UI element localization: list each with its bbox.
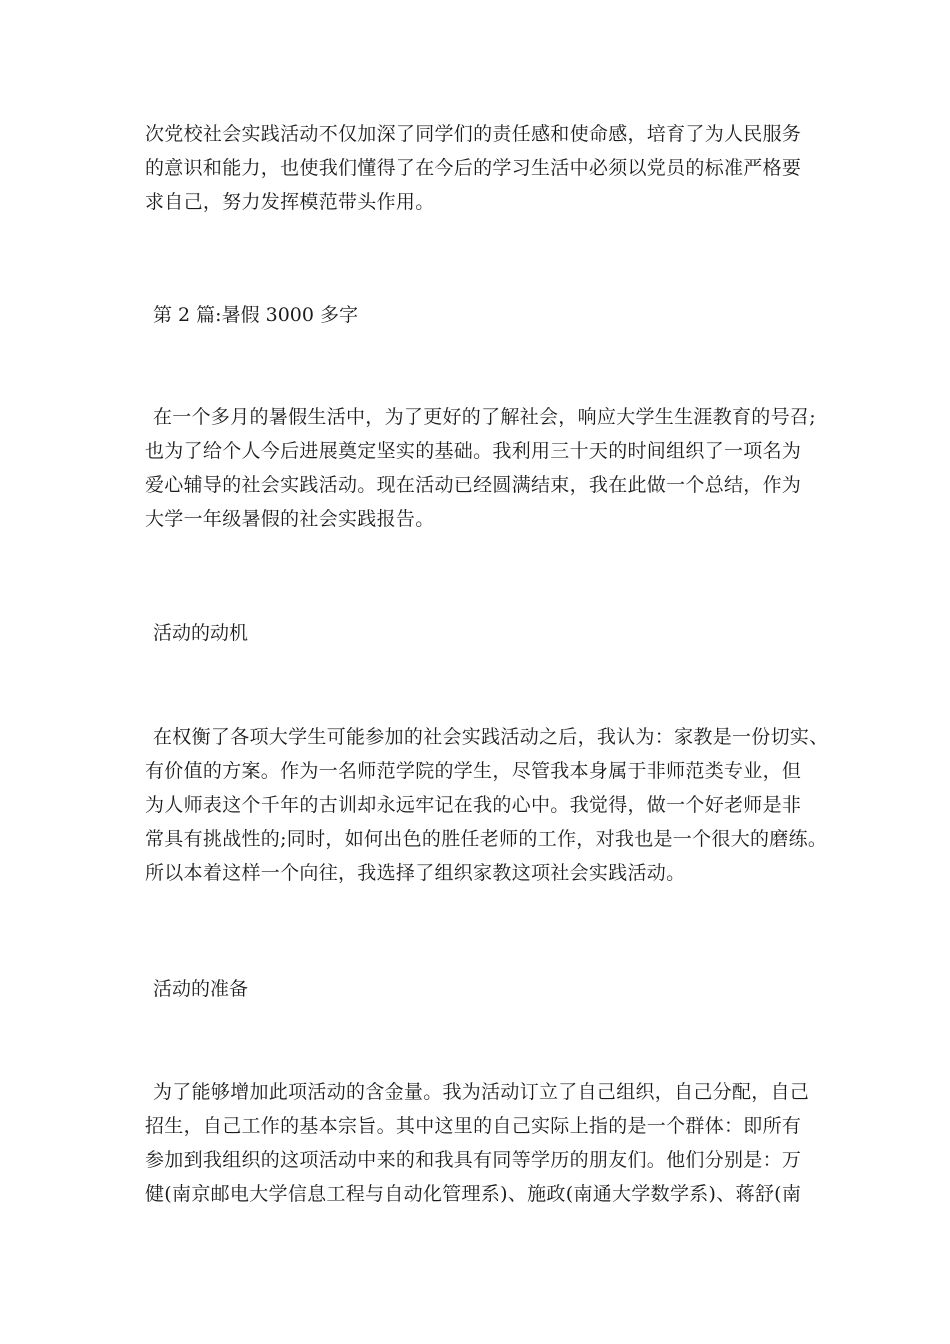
intro-line-1: 次党校社会实践活动不仅加深了同学们的责任感和使命感，培育了为人民服务 <box>145 123 802 145</box>
intro-line-3: 求自己，努力发挥模范带头作用。 <box>145 191 435 213</box>
heading-prep: 活动的准备 <box>153 978 249 1000</box>
paragraph-1 <box>145 400 825 536</box>
section-title: 第 2 篇:暑假 3000 多字 <box>153 304 359 326</box>
paragraph-3-line-2: 招生，自己工作的基本宗旨。其中这里的自己实际上指的是一个群体：即所有 <box>145 1115 802 1137</box>
paragraph-2 <box>145 720 829 890</box>
paragraph-1-line-4: 大学一年级暑假的社会实践报告。 <box>145 508 435 530</box>
paragraph-2-line-4: 常具有挑战性的;同时，如何出色的胜任老师的工作，对我也是一个很大的磨练。 <box>145 828 828 850</box>
intro-paragraph <box>145 117 825 219</box>
paragraph-3-line-4: 健(南京邮电大学信息工程与自动化管理系)、施政(南通大学数学系)、蒋舒(南 <box>145 1183 802 1205</box>
paragraph-2-line-3: 为人师表这个千年的古训却永远牢记在我的心中。我觉得，做一个好老师是非 <box>145 794 802 816</box>
paragraph-2-line-1: 在权衡了各项大学生可能参加的社会实践活动之后，我认为：家教是一份切实、 <box>153 726 829 748</box>
paragraph-1-line-1: 在一个多月的暑假生活中，为了更好的了解社会，响应大学生生涯教育的号召; <box>153 406 816 428</box>
paragraph-1-line-2: 也为了给个人今后进展奠定坚实的基础。我利用三十天的时间组织了一项名为 <box>145 440 802 462</box>
paragraph-3-line-1: 为了能够增加此项活动的含金量。我为活动订立了自己组织，自己分配，自己 <box>153 1081 810 1103</box>
intro-line-2: 的意识和能力，也使我们懂得了在今后的学习生活中必须以党员的标准严格要 <box>145 157 802 179</box>
paragraph-3 <box>145 1075 825 1211</box>
paragraph-2-line-2: 有价值的方案。作为一名师范学院的学生，尽管我本身属于非师范类专业，但 <box>145 760 802 782</box>
paragraph-2-line-5: 所以本着这样一个向往，我选择了组织家教这项社会实践活动。 <box>145 862 686 884</box>
paragraph-1-line-3: 爱心辅导的社会实践活动。现在活动已经圆满结束，我在此做一个总结，作为 <box>145 474 802 496</box>
heading-motive: 活动的动机 <box>153 622 249 644</box>
paragraph-3-line-3: 参加到我组织的这项活动中来的和我具有同等学历的朋友们。他们分别是：万 <box>145 1149 802 1171</box>
